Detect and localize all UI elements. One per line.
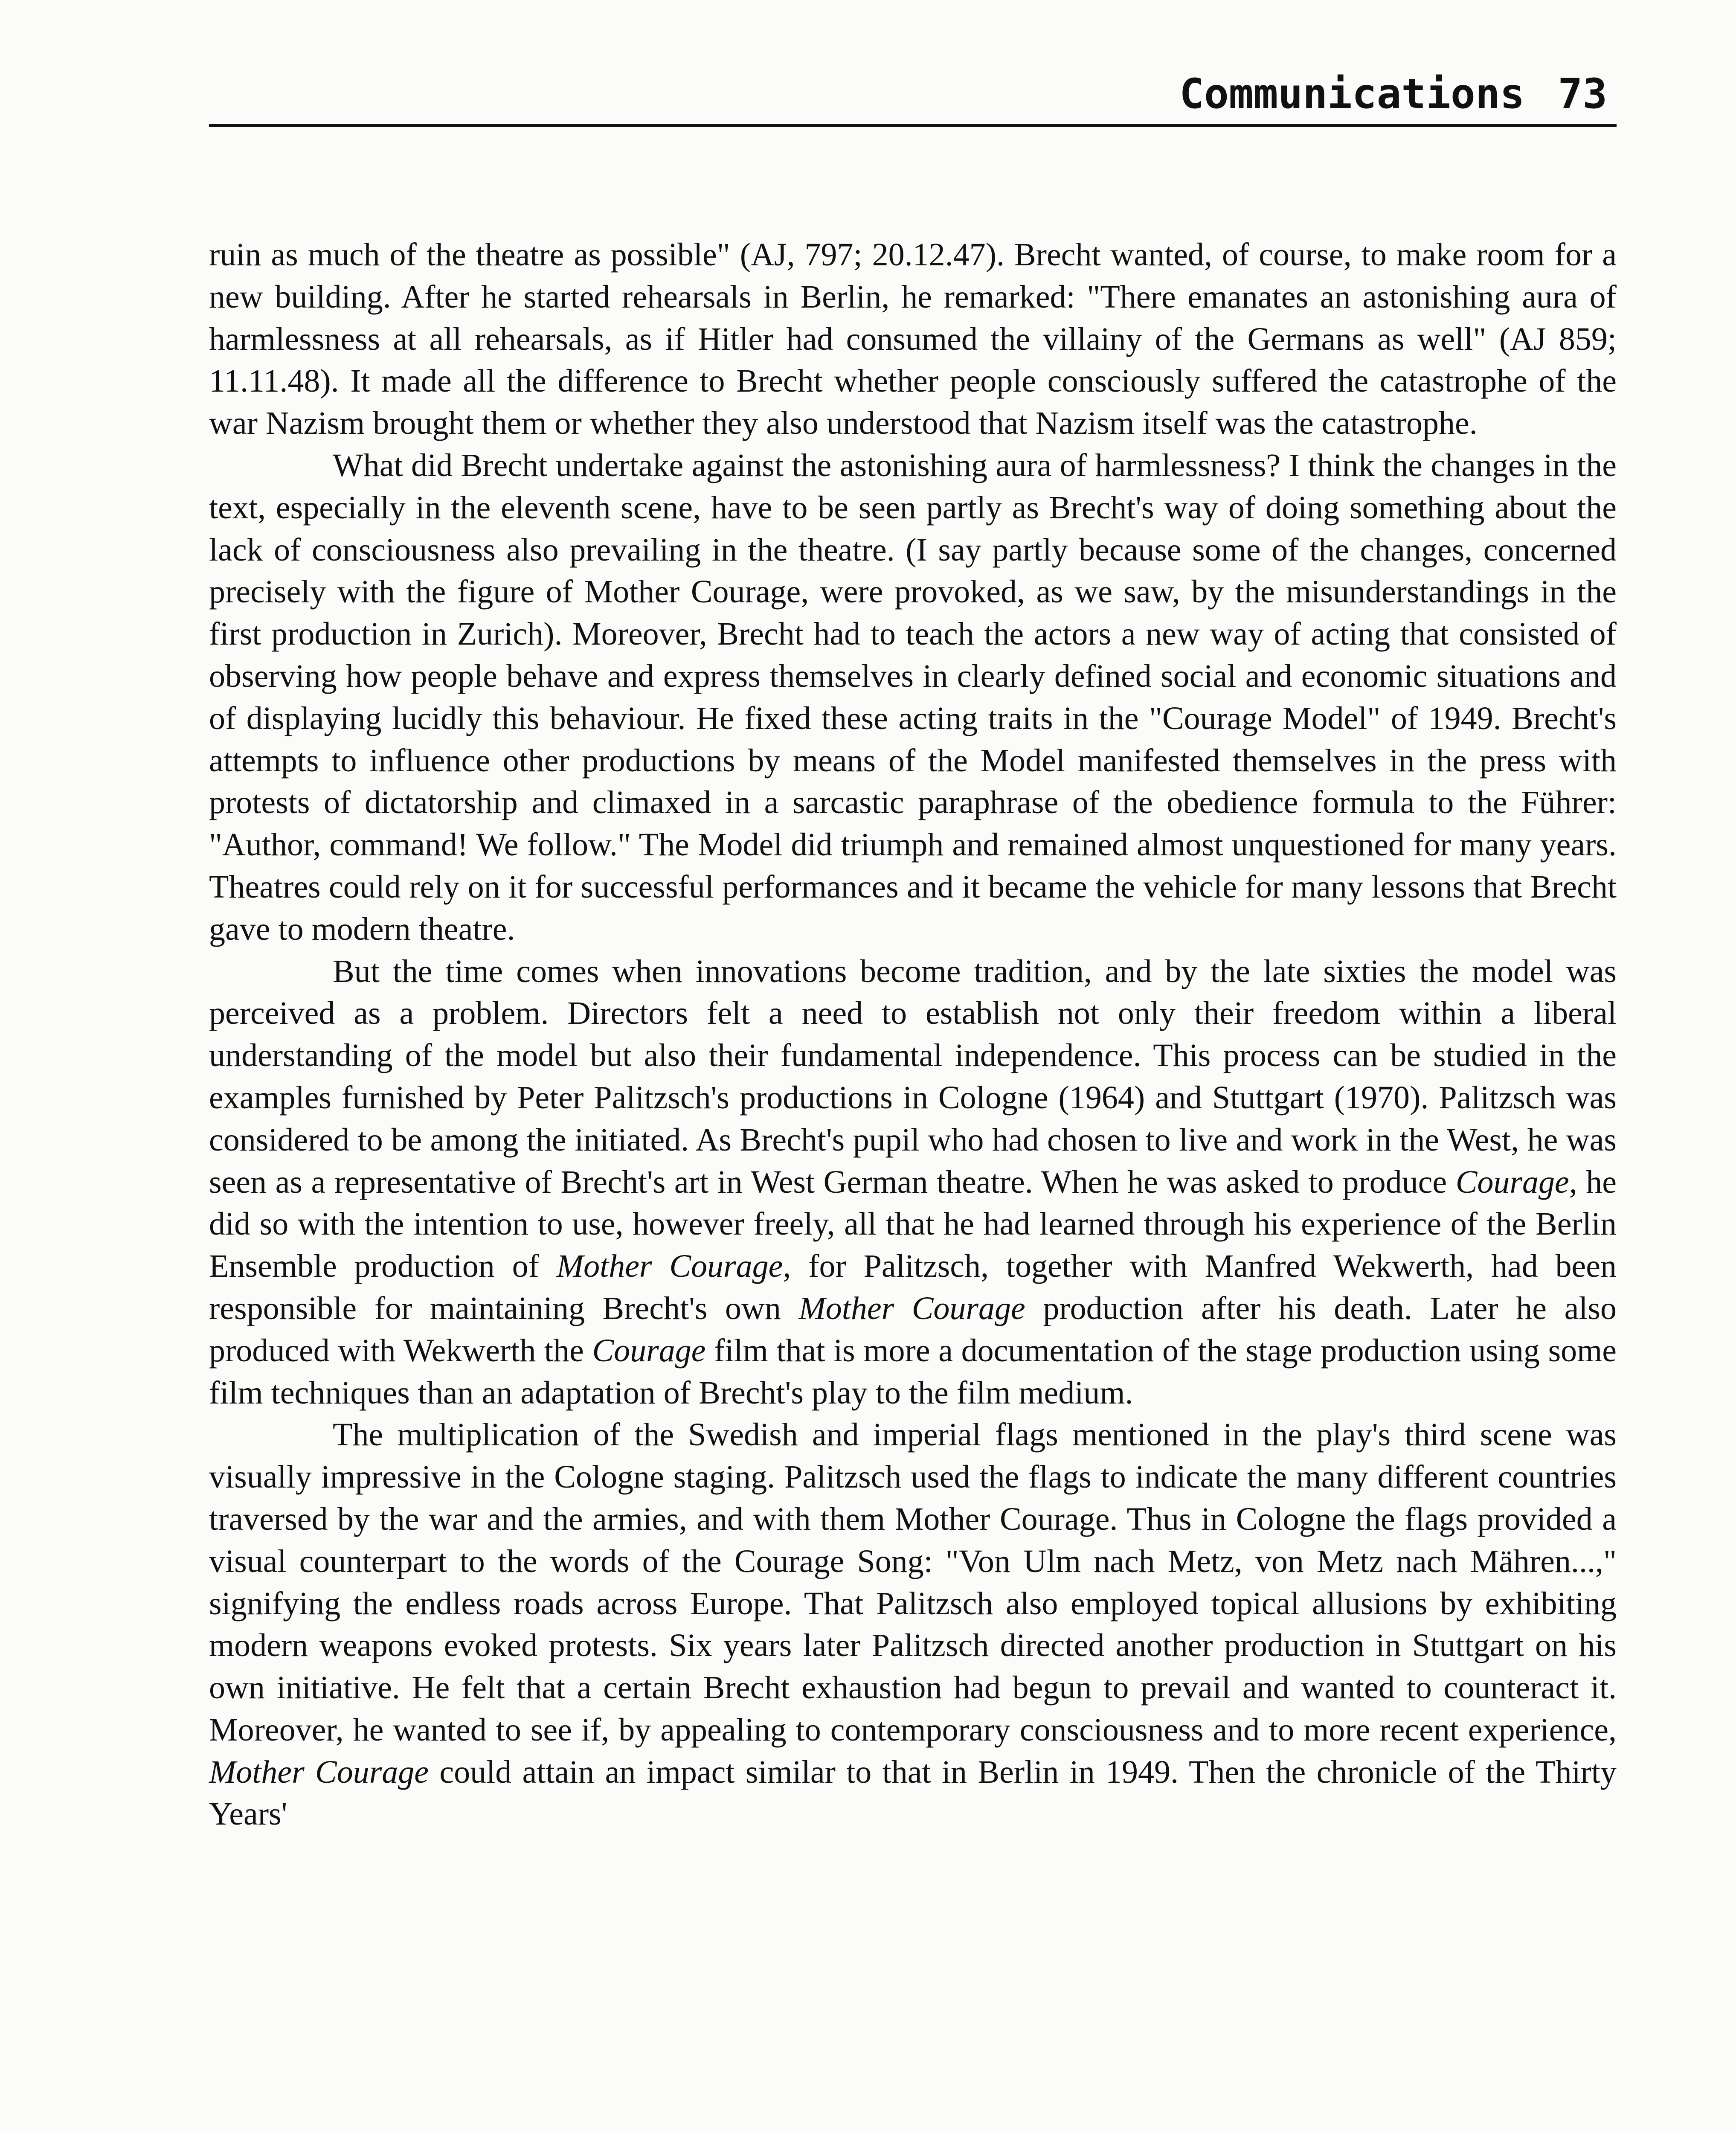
paragraph-3-text: But the time comes when innovations become tradition, and by the late sixties the model was perceived as a problem. Directors felt a need to establish not only their freedom within a liberal understanding of the model but also their fundamental independence. This process can be studied in the examples furnished by Peter Palitzsch's productions in Cologne (1964) and Stuttgart (1970). Palitzsch was considered to be among the initiated. As Brecht's pupil who had chosen to live and work in the West, he was seen as a representative of Brecht's art in West German theatre. When he was asked to produce <box>209 953 1617 1200</box>
page-number: 73 <box>1558 70 1607 118</box>
body-text <box>209 234 1617 1835</box>
header-right <box>1179 70 1607 118</box>
paragraph-4-text: could attain an impact similar to that in Berlin in 1949. Then the chronicle of the Thirty Years' <box>209 1754 1617 1832</box>
paragraph-3-text: , for Palitzsch, together with Manfred Wekwerth, had been responsible for maintaining Brecht's own <box>209 1248 1617 1326</box>
paragraph-4-text: The multiplication of the Swedish and imperial flags mentioned in the play's third scene was visually impressive in the Cologne staging. Palitzsch used the flags to indicate the many different countries traversed by the war and the armies, and with them Mother Courage. Thus in Cologne the flags provided a visual counterpart to the words of the Courage Song: "Von Ulm nach Metz, von Metz nach Mähren...," signifying the endless roads across Europe. That Palitzsch also employed topical allusions by exhibiting modern weapons evoked protests. Six years later Palitzsch directed another production in Stuttgart on his own initiative. He felt that a certain Brecht exhaustion had begun to prevail and wanted to counteract it. Moreover, he wanted to see if, by appealing to contemporary consciousness and to more recent experience, <box>209 1417 1617 1748</box>
paragraph-4 <box>209 1414 1617 1835</box>
paragraph-1 <box>209 234 1617 445</box>
paragraph-2 <box>209 445 1617 950</box>
running-header <box>209 60 1617 127</box>
paragraph-2-text: What did Brecht undertake against the astonishing aura of harmlessness? I think the changes in the text, especially in the eleventh scene, have to be seen partly as Brecht's way of doing something about the lack of consciousness also prevailing in the theatre. (I say partly because some of the changes, concerned precisely with the figure of Mother Courage, were provoked, as we saw, by the misunderstandings in the first production in Zurich). Moreover, Brecht had to teach the actors a new way of acting that consisted of observing how people behave and express themselves in clearly defined social and economic situations and of displaying lucidly this behaviour. He fixed these acting traits in the "Courage Model" of 1949. Brecht's attempts to influence other productions by means of the Model manifested themselves in the press with protests of dictatorship and climaxed in a sarcastic paraphrase of the obedience formula to the Führer: "Author, command! We follow." The Model did triumph and remained almost unquestioned for many years. Theatres could rely on it for successful performances and it became the vehicle for many lessons that Brecht gave to modern theatre. <box>209 447 1617 947</box>
paragraph-3 <box>209 950 1617 1414</box>
paragraph-3-text: , he did so with the intention to use, however freely, all that he had learned through his experience of the Berlin Ensemble production of <box>209 1164 1617 1284</box>
play-title-courage: Courage <box>1455 1164 1569 1200</box>
paragraph-3-text: production after his death. Later he also produced with Wekwerth the <box>209 1290 1617 1369</box>
play-title-mother-courage: Mother Courage <box>556 1248 783 1284</box>
play-title-courage: Courage <box>592 1332 706 1369</box>
play-title-mother-courage: Mother Courage <box>209 1754 429 1790</box>
play-title-mother-courage: Mother Courage <box>798 1290 1025 1326</box>
running-title: Communications <box>1179 70 1525 118</box>
paragraph-3-text: film that is more a documentation of the stage production using some film techniques than an adaptation of Brecht's play to the film medium. <box>209 1332 1617 1411</box>
paragraph-1-text: ruin as much of the theatre as possible" (AJ, 797; 20.12.47). Brecht wanted, of course, to make room for a new building. After he started rehearsals in Berlin, he remarked: "There emanates an astonishing aura of harmlessness at all rehearsals, as if Hitler had consumed the villainy of the Germans as well" (AJ 859; 11.11.48). It made all the difference to Brecht whether people consciously suffered the catastrophe of the war Nazism brought them or whether they also understood that Nazism itself was the catastrophe. <box>209 237 1617 442</box>
